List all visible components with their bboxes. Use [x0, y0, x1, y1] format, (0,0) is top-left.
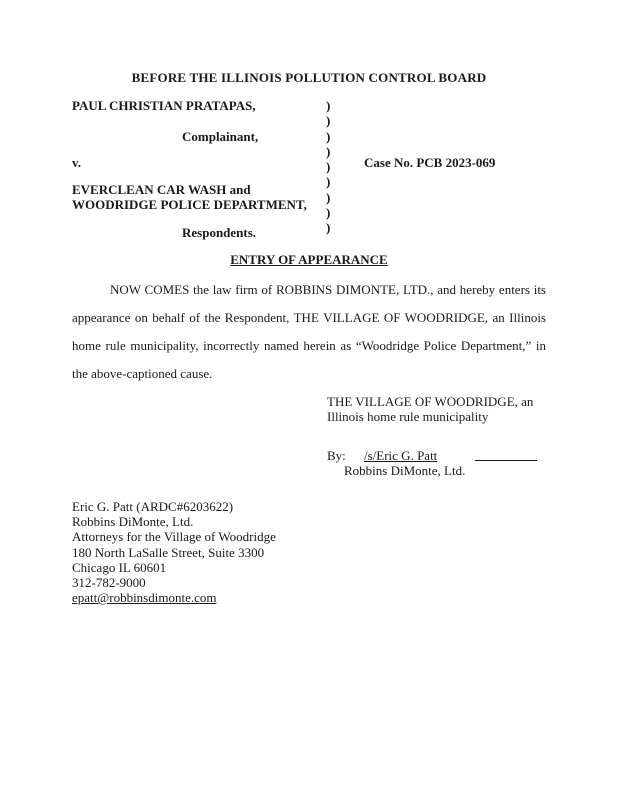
attorney-phone: 312-782-9000 [72, 575, 146, 591]
attorney-street: 180 North LaSalle Street, Suite 3300 [72, 544, 265, 560]
case-number: Case No. PCB 2023-069 [364, 155, 496, 170]
complainant-name: PAUL CHRISTIAN PRATAPAS, [72, 98, 256, 113]
attorney-firm: Robbins DiMonte, Ltd. [72, 514, 194, 530]
paren: ) [326, 174, 331, 190]
document-title: ENTRY OF APPEARANCE [230, 252, 388, 267]
attorney-name: Eric G. Patt (ARDC#6203622) [72, 499, 234, 514]
respondent-line-1: EVERCLEAN CAR WASH and [72, 182, 251, 197]
attorney-email-link[interactable]: epatt@robbinsdimonte.com [72, 590, 217, 606]
signature-firm: Robbins DiMonte, Ltd. [344, 463, 466, 478]
complainant-role: Complainant, [182, 129, 259, 144]
attorney-role: Attorneys for the Village of Woodridge [72, 529, 276, 545]
attorney-contact-block [72, 499, 276, 605]
paren: ) [326, 189, 331, 205]
signature-party-line-1: THE VILLAGE OF WOODRIDGE, an [327, 394, 534, 409]
versus-label: v. [72, 155, 82, 170]
body-text: NOW COMES the law firm of ROBBINS DIMONTE, LTD., and hereby enters its appearance on behalf of the Respondent, THE VILLAGE OF WOODRIDGE, an Illinois home rule municipality, incorrectly named herein as “Woodridge Police Department,” in the above-captioned cause. [72, 282, 546, 381]
paren: ) [326, 113, 331, 129]
paren: ) [326, 220, 331, 236]
signature-by-label: By: [327, 448, 346, 463]
attorney-city: Chicago IL 60601 [72, 559, 167, 575]
appearance-paragraph [72, 276, 546, 388]
paren: ) [326, 159, 331, 175]
board-heading: BEFORE THE ILLINOIS POLLUTION CONTROL BOARD [131, 70, 487, 85]
paren: ) [326, 143, 331, 159]
paren: ) [326, 128, 331, 144]
electronic-signature: /s/Eric G. Patt [364, 448, 438, 463]
respondent-role: Respondents. [182, 225, 257, 240]
caption-parentheses [326, 98, 330, 236]
paren: ) [326, 205, 331, 221]
paren: ) [326, 98, 331, 113]
signature-line [475, 460, 537, 461]
respondent-line-2: WOODRIDGE POLICE DEPARTMENT, [72, 197, 307, 212]
signature-party-line-2: Illinois home rule municipality [327, 409, 489, 424]
